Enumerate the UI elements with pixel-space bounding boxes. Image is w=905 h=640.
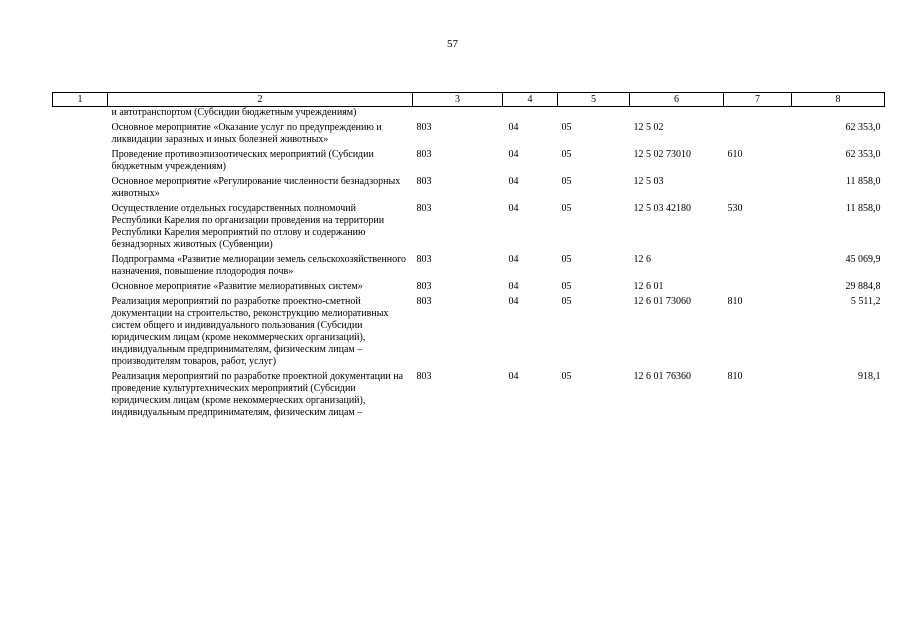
table-row <box>53 203 885 254</box>
section-code: 04 <box>508 122 519 133</box>
table-row <box>53 176 885 203</box>
empty-cell <box>53 149 108 176</box>
header-row <box>53 93 885 107</box>
empty-cell <box>53 122 108 149</box>
grbs-code: 803 <box>416 122 432 133</box>
item-name: Основное мероприятие «Оказание услуг по предупреждению и ликвидации заразных и иных болезней животных» <box>111 122 382 145</box>
amount: 5 511,2 <box>850 296 881 307</box>
table-header <box>53 93 885 107</box>
section-code: 04 <box>508 296 519 307</box>
item-name: Реализация мероприятий по разработке проектной документации на проведение культуртехнических мероприятий (Субсидии юридическим лицам (кроме некоммерческих организаций), индивидуальным предпринимателям, физическим лицам – <box>111 371 404 418</box>
expense-type-code <box>724 176 792 203</box>
expense-type-code <box>724 281 792 296</box>
target-article-code: 12 5 02 <box>633 122 664 133</box>
table-row <box>53 254 885 281</box>
section-code: 04 <box>508 176 519 187</box>
grbs-code: 803 <box>416 254 432 265</box>
empty-cell <box>53 281 108 296</box>
empty-cell <box>53 107 108 123</box>
table-row <box>53 296 885 371</box>
subsection-code: 05 <box>561 281 572 292</box>
target-article-code: 12 6 01 73060 <box>633 296 691 307</box>
grbs-code: 803 <box>416 296 432 307</box>
subsection-code: 05 <box>561 254 572 265</box>
column-header-2: 2 <box>108 93 413 107</box>
subsection-code: 05 <box>561 203 572 214</box>
target-article-code: 12 5 03 42180 <box>633 203 691 214</box>
expense-type-code: 530 <box>727 203 743 214</box>
column-header-3: 3 <box>413 93 503 107</box>
subsection-code: 05 <box>561 149 572 160</box>
target-article-code: 12 5 02 73010 <box>633 149 691 160</box>
column-header-8: 8 <box>792 93 885 107</box>
grbs-code <box>413 107 503 123</box>
section-code: 04 <box>508 281 519 292</box>
table-row <box>53 149 885 176</box>
target-article-code: 12 6 <box>633 254 651 265</box>
section-code: 04 <box>508 149 519 160</box>
item-name: и автотранспортом (Субсидии бюджетным учреждениям) <box>111 107 357 118</box>
expense-type-code <box>724 122 792 149</box>
column-header-6: 6 <box>630 93 724 107</box>
grbs-code: 803 <box>416 203 432 214</box>
empty-cell <box>53 296 108 371</box>
grbs-code: 803 <box>416 371 432 382</box>
expense-type-code <box>724 107 792 123</box>
item-name: Основное мероприятие «Регулирование численности безнадзорных животных» <box>111 176 401 199</box>
subsection-code: 05 <box>561 122 572 133</box>
expense-type-code: 610 <box>727 149 743 160</box>
subsection-code: 05 <box>561 371 572 382</box>
table-row <box>53 281 885 296</box>
section-code: 04 <box>508 371 519 382</box>
section-code: 04 <box>508 254 519 265</box>
amount: 11 858,0 <box>845 203 881 214</box>
empty-cell <box>53 176 108 203</box>
amount: 45 069,9 <box>845 254 881 265</box>
empty-cell <box>53 371 108 422</box>
table-body <box>53 107 885 423</box>
section-code <box>503 107 558 123</box>
empty-cell <box>53 254 108 281</box>
item-name: Проведение противоэпизоотических мероприятий (Субсидии бюджетным учреждениям) <box>111 149 374 172</box>
grbs-code: 803 <box>416 281 432 292</box>
amount: 29 884,8 <box>845 281 881 292</box>
item-name: Реализация мероприятий по разработке проектно-сметной документации на строительство, реконструкцию мелиоративных систем общего и индивидуального пользования (Субсидии юридическим лицам (кроме некоммерческих организаций), индивидуальным предпринимателям, физическим лицам – производителям товаров, работ, услуг) <box>111 296 389 367</box>
item-name: Основное мероприятие «Развитие мелиоративных систем» <box>111 281 363 292</box>
column-header-7: 7 <box>724 93 792 107</box>
target-article-code: 12 6 01 76360 <box>633 371 691 382</box>
empty-cell <box>53 203 108 254</box>
target-article-code: 12 6 01 <box>633 281 664 292</box>
expense-type-code <box>724 254 792 281</box>
subsection-code: 05 <box>561 296 572 307</box>
table-row <box>53 371 885 422</box>
expense-type-code: 810 <box>727 296 743 307</box>
table-row <box>53 107 885 123</box>
amount: 62 353,0 <box>845 149 881 160</box>
subsection-code: 05 <box>561 176 572 187</box>
amount: 918,1 <box>858 371 881 382</box>
column-header-4: 4 <box>503 93 558 107</box>
section-code: 04 <box>508 203 519 214</box>
column-header-5: 5 <box>558 93 630 107</box>
item-name: Осуществление отдельных государственных полномочий Республики Карелия по организации проведения на территории Республики Карелия мероприятий по отлову и содержанию безнадзорных животных (Субвенции) <box>111 203 385 250</box>
subsection-code <box>558 107 630 123</box>
amount <box>792 107 885 123</box>
item-name: Подпрограмма «Развитие мелиорации земель сельскохозяйственного назначения, повышение плодородия почв» <box>111 254 407 277</box>
target-article-code <box>630 107 724 123</box>
grbs-code: 803 <box>416 176 432 187</box>
amount: 11 858,0 <box>845 176 881 187</box>
grbs-code: 803 <box>416 149 432 160</box>
target-article-code: 12 5 03 <box>633 176 664 187</box>
amount: 62 353,0 <box>845 122 881 133</box>
page-number: 57 <box>447 38 458 50</box>
expense-type-code: 810 <box>727 371 743 382</box>
column-header-1: 1 <box>53 93 108 107</box>
budget-table <box>52 92 885 422</box>
table-row <box>53 122 885 149</box>
